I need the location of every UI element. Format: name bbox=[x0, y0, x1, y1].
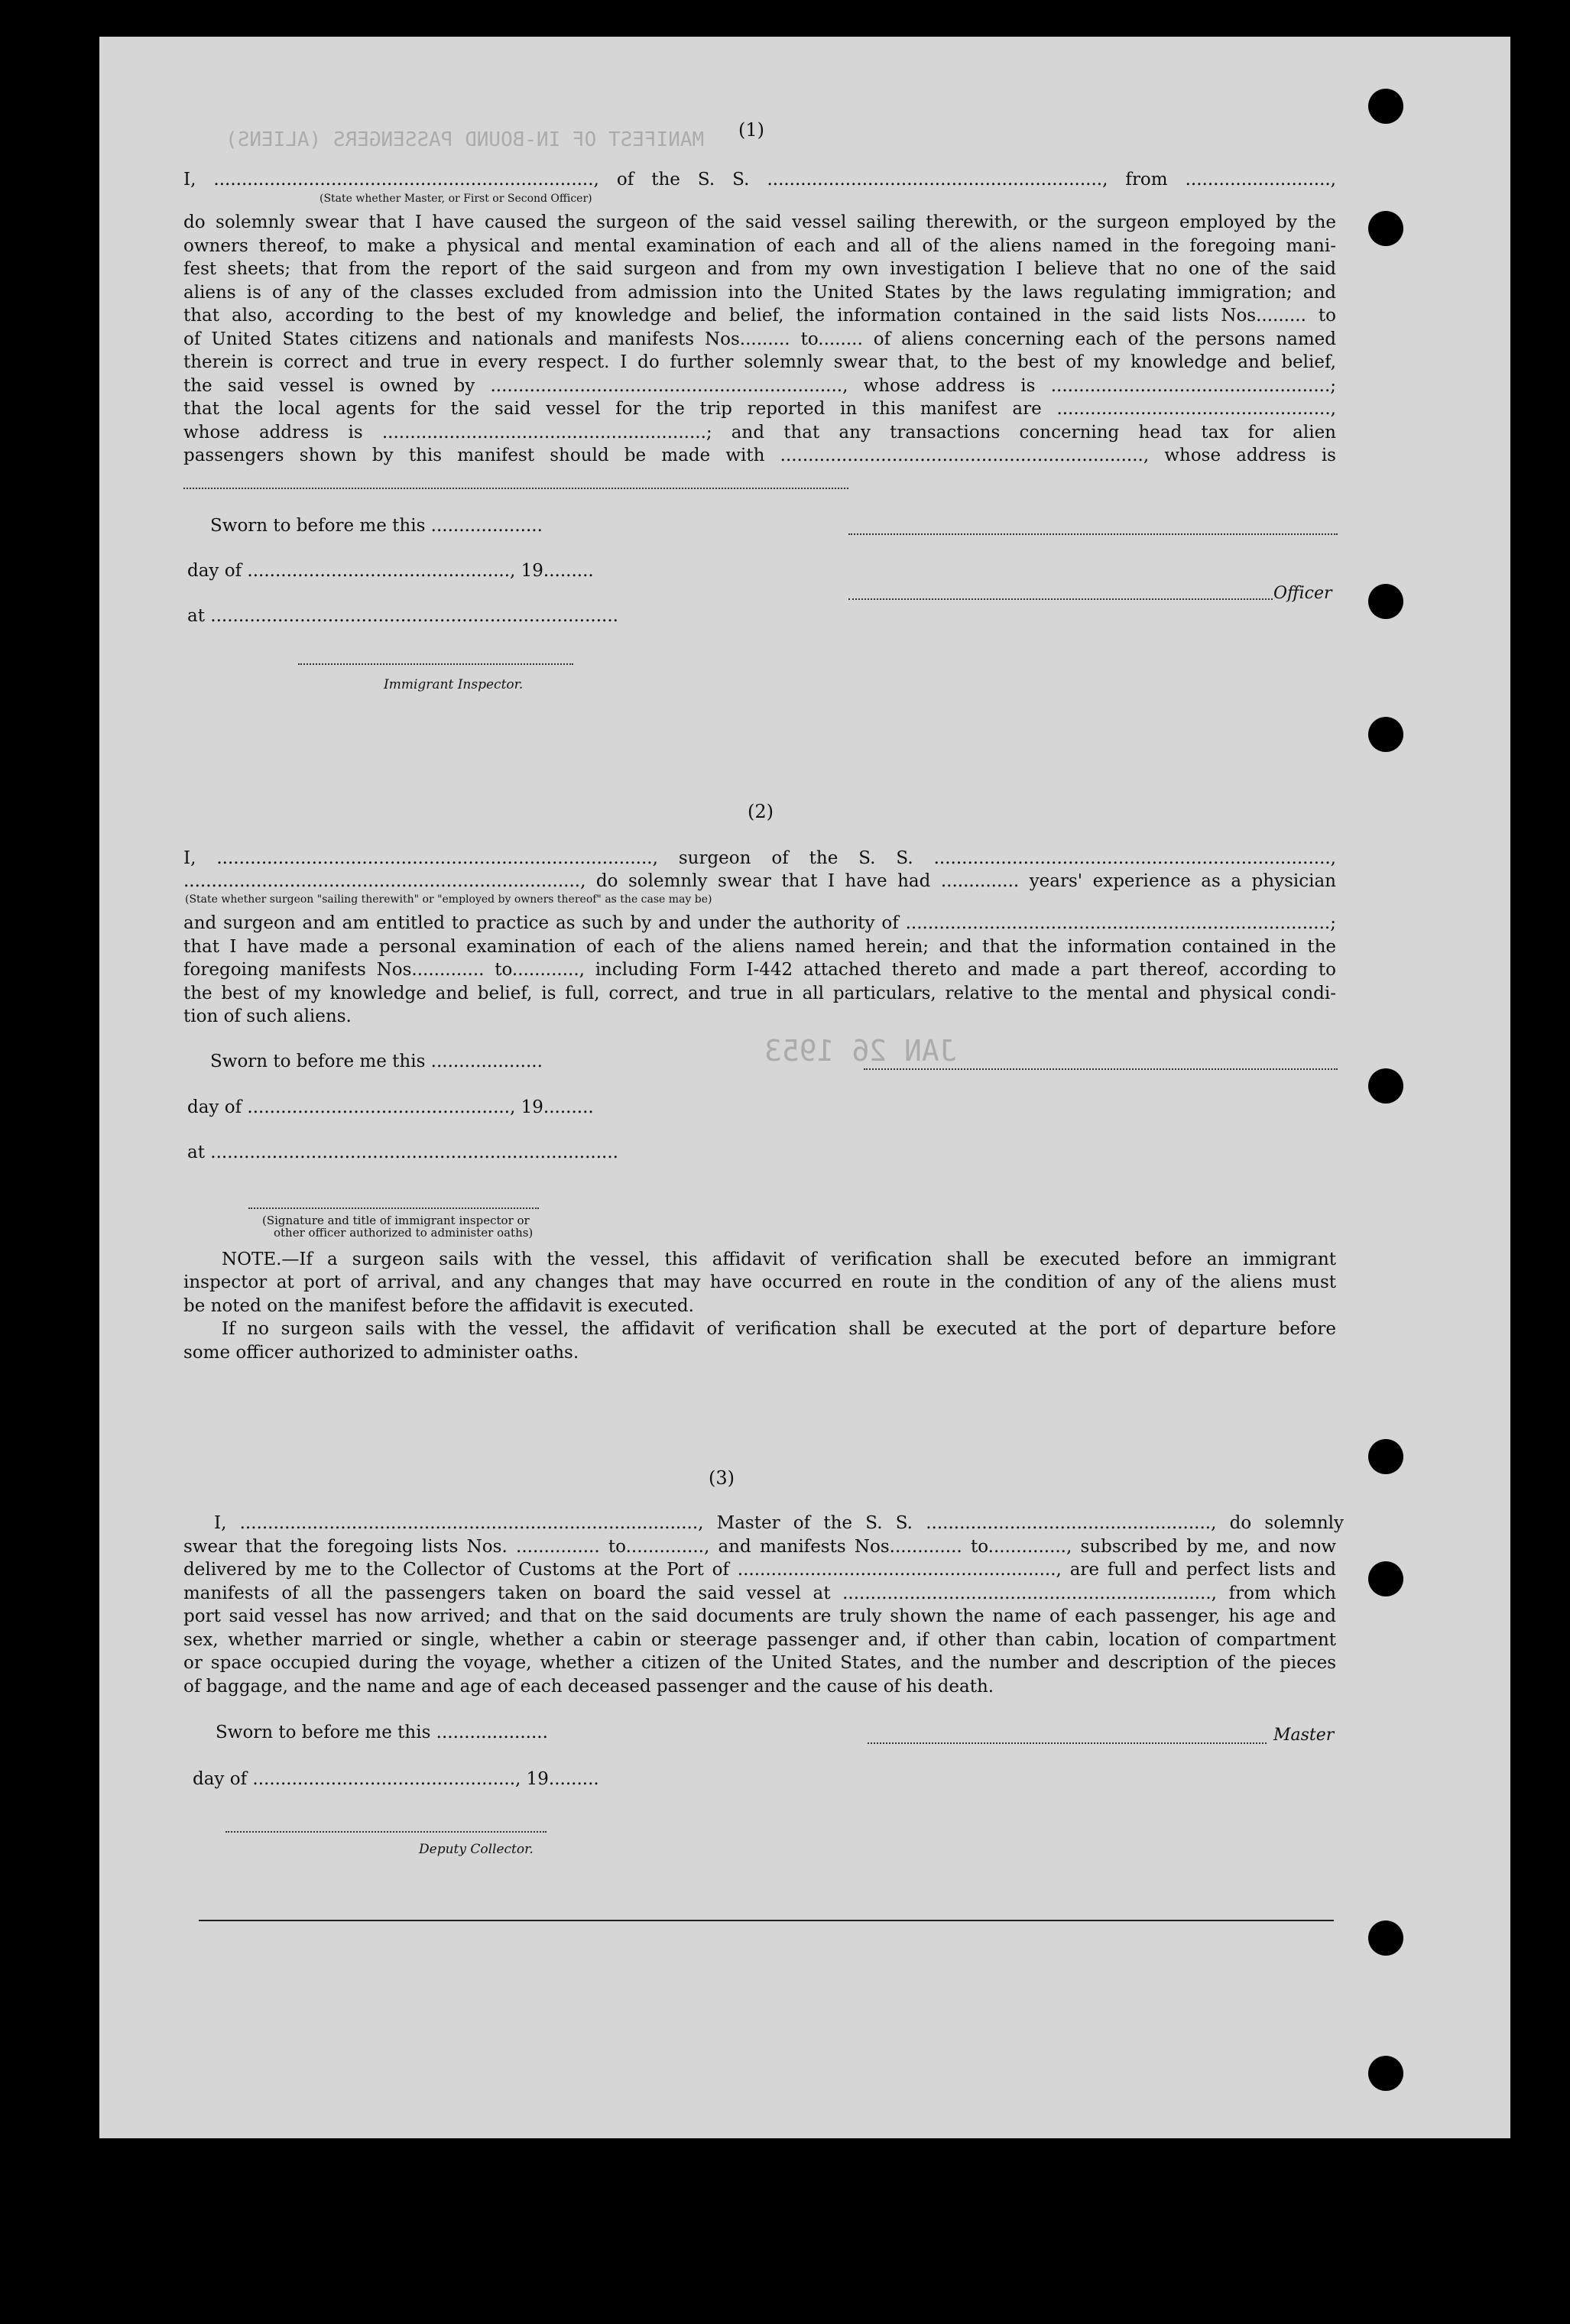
sworn-label: Sworn to before me this .................... bbox=[216, 1723, 548, 1742]
oath-3-line: I, .................................................................................., Master of the S. S. ..................................................., do solemnly bbox=[214, 1513, 1344, 1533]
master-caption: Master bbox=[1273, 1726, 1335, 1745]
oath-2-line: the best of my knowledge and belief, is full, correct, and true in all particulars, relative to the mental and physical condi- bbox=[183, 984, 1336, 1003]
oath-2-line: that I have made a personal examination of each of the aliens named herein; and that the information contained in the bbox=[183, 937, 1336, 957]
oath-1-line: do solemnly swear that I have caused the surgeon of the said vessel sailing therewith, or the surgeon employed by the bbox=[183, 212, 1336, 232]
section-3-number: (3) bbox=[709, 1467, 735, 1489]
binder-hole bbox=[1368, 1439, 1403, 1474]
note-line: some officer authorized to administer oaths. bbox=[183, 1343, 579, 1363]
officer-caption: Officer bbox=[1273, 584, 1332, 603]
binder-hole bbox=[1368, 1561, 1403, 1596]
oath-3-line: sex, whether married or single, whether a cabin or steerage passenger and, if other than cabin, location of compartment bbox=[183, 1630, 1336, 1650]
oath-1-line: therein is correct and true in every respect. I do further solemnly swear that, to the best of my knowledge and belief, bbox=[183, 352, 1336, 372]
at-label: at ......................................................................... bbox=[187, 1143, 618, 1162]
oath-1-line: that the local agents for the said vessel for the trip reported in this manifest are ................................................., bbox=[183, 399, 1336, 419]
collector-signature-line bbox=[225, 1831, 547, 1833]
note-line: inspector at port of arrival, and any changes that may have occurred en route in the condition of any of the aliens must bbox=[183, 1272, 1336, 1292]
oath-1-line: fest sheets; that from the report of the said surgeon and from my own investigation I believe that no one of the said bbox=[183, 259, 1336, 279]
oath-2-line: and surgeon and am entitled to practice as such by and under the authority of ............................................................................; bbox=[183, 913, 1336, 933]
oath-1-line: the said vessel is owned by ..............................................................., whose address is ..................................................; bbox=[183, 376, 1336, 396]
officer-signature-line bbox=[848, 598, 1273, 600]
binder-hole bbox=[1368, 211, 1403, 246]
officer-rank-note: (State whether Master, or First or Second Officer) bbox=[320, 193, 592, 205]
oath-3-line: or space occupied during the voyage, whether a citizen of the United States, and the number and description of the pieces bbox=[183, 1653, 1336, 1673]
oath-1-line: aliens is of any of the classes excluded from admission into the United States by the laws regulating immigration; and bbox=[183, 283, 1336, 303]
oath-2-line: tion of such aliens. bbox=[183, 1006, 352, 1026]
sworn-label: Sworn to before me this .................... bbox=[210, 1052, 543, 1071]
manifest-page bbox=[99, 37, 1510, 2138]
day-label: day of ..............................................., 19......... bbox=[193, 1769, 599, 1789]
signature-line bbox=[848, 533, 1338, 535]
inspector-caption: Immigrant Inspector. bbox=[384, 677, 524, 692]
oath-3-line: swear that the foregoing lists Nos. ............... to.............., and manifests Nos............. to.............., subscribed by me, and now bbox=[183, 1537, 1336, 1557]
signature-line bbox=[183, 488, 848, 489]
bottom-rule bbox=[199, 1920, 1334, 1921]
signature-title-note: (Signature and title of immigrant inspector or bbox=[262, 1214, 530, 1227]
signature-title-note: other officer authorized to administer oaths) bbox=[274, 1226, 534, 1240]
oath-3-line: port said vessel has now arrived; and that on the said documents are truly shown the name of each passenger, his age and bbox=[183, 1606, 1336, 1626]
note-line: If no surgeon sails with the vessel, the affidavit of verification shall be executed at the port of departure before bbox=[222, 1319, 1336, 1339]
surgeon-status-note: (State whether surgeon "sailing therewith" or "employed by owners thereof" as the case may be) bbox=[185, 893, 712, 906]
binder-hole bbox=[1368, 584, 1403, 619]
note-line: be noted on the manifest before the affidavit is executed. bbox=[183, 1296, 694, 1316]
inspector-signature-line bbox=[248, 1207, 539, 1209]
bleed-through-header: MANIFEST OF IN-BOUND PASSENGERS (ALIENS) bbox=[225, 128, 705, 151]
day-label: day of ..............................................., 19......... bbox=[187, 1097, 594, 1117]
collector-caption: Deputy Collector. bbox=[419, 1842, 534, 1857]
binder-hole bbox=[1368, 1920, 1403, 1956]
oath-2-line: I, .............................................................................., surgeon of the S. S. ......................................................................., bbox=[183, 848, 1336, 868]
oath-1-line: passengers shown by this manifest should be made with ................................................................., whose address is bbox=[183, 446, 1336, 465]
oath-3-line: manifests of all the passengers taken on board the said vessel at .................................................................., from which bbox=[183, 1583, 1336, 1603]
sworn-label: Sworn to before me this .................... bbox=[210, 516, 543, 536]
inspector-signature-line bbox=[298, 663, 573, 665]
signature-line bbox=[864, 1068, 1338, 1070]
bleed-through-stamp: JAN 26 1953 bbox=[764, 1034, 957, 1068]
oath-1-line: of United States citizens and nationals and manifests Nos......... to........ of aliens concerning each of the persons named bbox=[183, 329, 1336, 349]
note-line: NOTE.—If a surgeon sails with the vessel, this affidavit of verification shall be executed before an immigrant bbox=[222, 1250, 1336, 1269]
oath-2-line: foregoing manifests Nos............. to............, including Form I-442 attached thereto and made a part thereof, according to bbox=[183, 960, 1336, 980]
binder-hole bbox=[1368, 89, 1403, 124]
section-1-number: (1) bbox=[738, 119, 764, 141]
oath-3-line: of baggage, and the name and age of each deceased passenger and the cause of his death. bbox=[183, 1677, 994, 1697]
oath-1-line: whose address is ..........................................................; and that any transactions concerning head tax for alien bbox=[183, 423, 1336, 442]
binder-hole bbox=[1368, 717, 1403, 752]
master-signature-line bbox=[868, 1742, 1267, 1744]
oath-3-line: delivered by me to the Collector of Customs at the Port of ........................................................., are full and perfect lists and bbox=[183, 1560, 1336, 1580]
binder-hole bbox=[1368, 1068, 1403, 1104]
oath-2-line: ......................................................................., do solemnly swear that I have had .............. years' experience as a physician bbox=[183, 871, 1336, 891]
oath-1-line: that also, according to the best of my knowledge and belief, the information contained in the said lists Nos......... to bbox=[183, 306, 1336, 326]
day-label: day of ..............................................., 19......... bbox=[187, 561, 594, 581]
at-label: at ......................................................................... bbox=[187, 606, 618, 626]
oath-1-line: owners thereof, to make a physical and mental examination of each and all of the aliens named in the foregoing mani- bbox=[183, 236, 1336, 256]
section-2-number: (2) bbox=[748, 801, 774, 822]
binder-hole bbox=[1368, 2056, 1403, 2091]
oath-1-line: I, ...................................................................., of the S. S. ............................................................, from .........................., bbox=[183, 170, 1336, 190]
